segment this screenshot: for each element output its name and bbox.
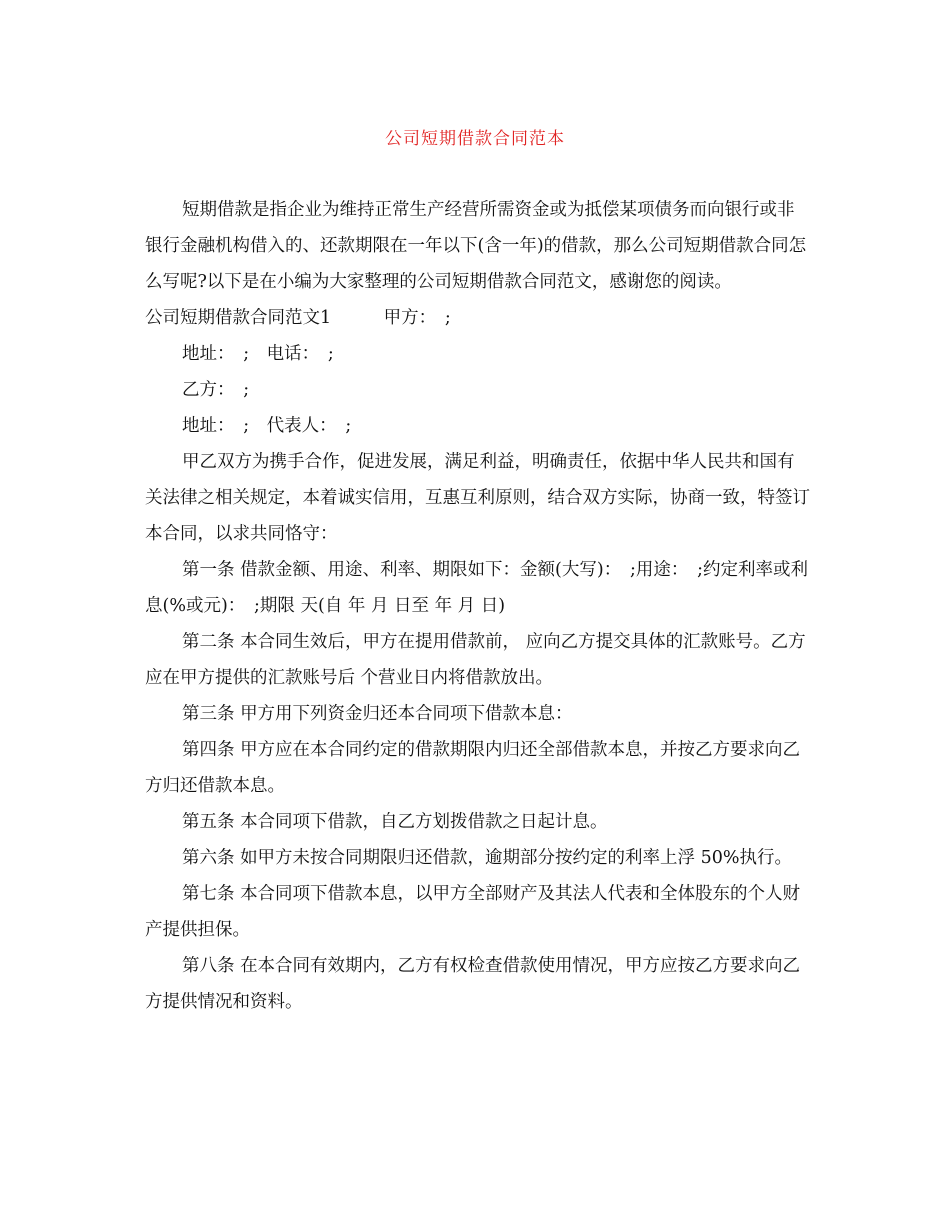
clause-7: 第七条 本合同项下借款本息，以甲方全部财产及其法人代表和全体股东的个人财产提供担保。 xyxy=(145,884,801,940)
clause-6: 第六条 如甲方未按合同期限归还借款，逾期部分按约定的利率上浮 50%执行。 xyxy=(182,848,793,868)
preamble-paragraph: 甲乙双方为携手合作，促进发展，满足利益，明确责任，依据中华人民共和国有关法律之相关规定，本着诚实信用，互惠互利原则，结合双方实际，协商一致，特签订本合同，以求共同恪守： xyxy=(145,452,810,544)
clause-1: 第一条 借款金额、用途、利率、期限如下：金额(大写)： ;用途： ;约定利率或利息(%或元)： ;期限 天(自 年 月 日至 年 月 日) xyxy=(145,560,809,616)
clause-4: 第四条 甲方应在本合同约定的借款期限内归还全部借款本息，并按乙方要求向乙方归还借款本息。 xyxy=(145,740,801,796)
document-body xyxy=(145,192,810,1020)
clause-8: 第八条 在本合同有效期内，乙方有权检查借款使用情况，甲方应按乙方要求向乙方提供情况和资料。 xyxy=(145,956,801,1012)
party-b-address-representative: 地址： ; 代表人： ; xyxy=(182,416,352,436)
intro-paragraph: 短期借款是指企业为维持正常生产经营所需资金或为抵偿某项债务而向银行或非银行金融机构借入的、还款期限在一年以下(含一年)的借款，那么公司短期借款合同怎么写呢?以下是在小编为大家整理的公司短期借款合同范文，感谢您的阅读。 xyxy=(145,200,807,292)
party-a-address-phone: 地址： ; 电话： ; xyxy=(182,344,334,364)
clause-3: 第三条 甲方用下列资金归还本合同项下借款本息： xyxy=(182,704,573,724)
document-title: 公司短期借款合同范本 xyxy=(385,129,565,149)
clause-5: 第五条 本合同项下借款，自乙方划拨借款之日起计息。 xyxy=(182,812,608,832)
clause-2: 第二条 本合同生效后，甲方在提用借款前， 应向乙方提交具体的汇款账号。乙方应在甲方提供的汇款账号后 个营业日内将借款放出。 xyxy=(145,632,806,688)
contract-heading-party-a: 公司短期借款合同范文1 甲方： ; xyxy=(145,308,451,328)
party-b-line: 乙方： ; xyxy=(182,380,250,400)
